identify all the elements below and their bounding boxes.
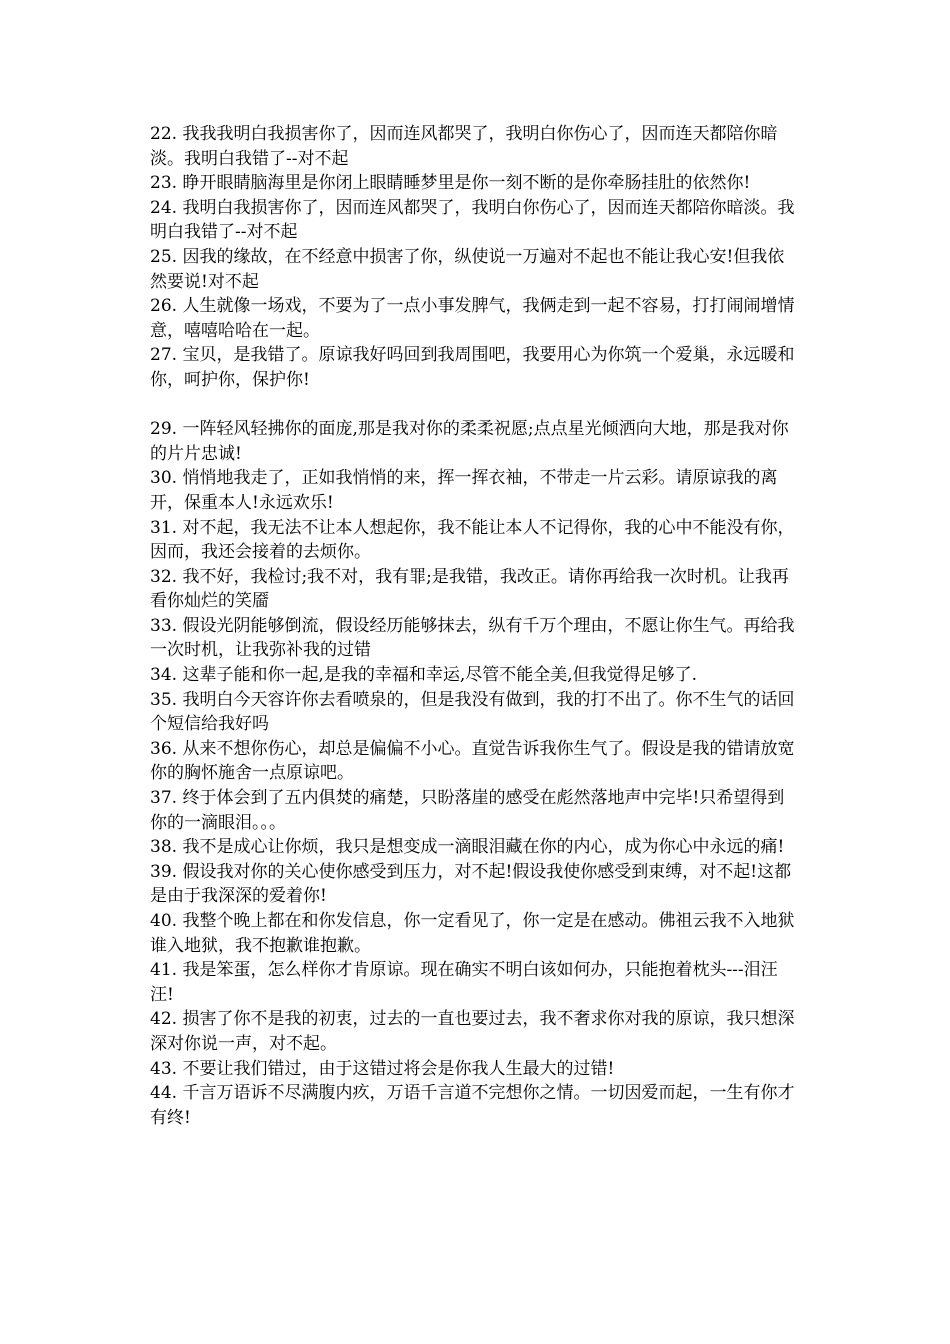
list-item: 42. 损害了你不是我的初衷，过去的一直也要过去，我不奢求你对我的原谅，我只想深深对你说一声，对不起。 <box>150 1009 795 1054</box>
document-page <box>150 122 800 1130</box>
list-item: 34. 这辈子能和你一起,是我的幸福和幸运,尽管不能全美,但我觉得足够了. <box>150 665 698 686</box>
list-item: 26. 人生就像一场戏，不要为了一点小事发脾气，我俩走到一起不容易，打打闹闹增情意，嘻嘻哈哈在一起。 <box>150 296 795 341</box>
list-item: 25. 因我的缘故，在不经意中损害了你，纵使说一万遍对不起也不能让我心安!但我依然要说!对不起 <box>150 246 785 292</box>
list-item: 31. 对不起，我无法不让本人想起你，我不能让本人不记得你，我的心中不能没有你，因而，我还会接着的去烦你。 <box>150 517 795 563</box>
list-item: 27. 宝贝，是我错了。原谅我好吗回到我周围吧，我要用心为你筑一个爱巢，永远暖和你，呵护你，保护你! <box>150 345 795 390</box>
list-item: 43. 不要让我们错过，由于这错过将会是你我人生最大的过错! <box>150 1058 615 1079</box>
list-item: 41. 我是笨蛋，怎么样你才肯原谅。现在确实不明白该如何办，只能抱着枕头---泪汪汪! <box>150 960 778 1005</box>
list-item: 44. 千言万语诉不尽满腹内疚，万语千言道不完想你之情。一切因爱而起，一生有你才有终! <box>150 1083 795 1128</box>
list-item: 22. 我我我明白我损害你了，因而连风都哭了，我明白你伤心了，因而连天都陪你暗淡。我明白我错了--对不起 <box>150 124 778 169</box>
list-item: 36. 从来不想你伤心，却总是偏偏不小心。直觉告诉我你生气了。假设是我的错请放宽你的胸怀施舍一点原谅吧。 <box>150 738 795 784</box>
list-item: 23. 睁开眼睛脑海里是你闭上眼睛睡梦里是你一刻不断的是你牵肠挂肚的依然你! <box>150 173 751 194</box>
list-item: 35. 我明白今天容许你去看喷泉的，但是我没有做到，我的打不出了。你不生气的话回个短信给我好吗 <box>150 689 795 735</box>
blank-line <box>150 393 800 418</box>
list-item: 33. 假设光阴能够倒流，假设经历能够抹去，纵有千万个理由，不愿让你生气。再给我一次时机，让我弥补我的过错 <box>150 615 795 661</box>
list-item: 40. 我整个晚上都在和你发信息，你一定看见了，你一定是在感动。佛祖云我不入地狱谁入地狱，我不抱歉谁抱歉。 <box>150 911 795 956</box>
list-item: 29. 一阵轻风轻拂你的面庞,那是我对你的柔柔祝愿;点点星光倾洒向大地，那是我对你的片片忠诚! <box>150 419 789 464</box>
list-item: 37. 终于体会到了五内俱焚的痛楚，只盼落崖的感受在彪然落地声中完毕!只希望得到你的一滴眼泪。。。 <box>150 788 785 833</box>
list-item: 38. 我不是成心让你烦，我只是想变成一滴眼泪藏在你的内心，成为你心中永远的痛! <box>150 837 785 858</box>
list-item: 32. 我不好，我检讨;我不对，我有罪;是我错，我改正。请你再给我一次时机。让我再看你灿烂的笑靥 <box>150 566 789 612</box>
list-item: 39. 假设我对你的关心使你感受到压力，对不起!假设我使你感受到束缚，对不起!这都是由于我深深的爱着你! <box>150 861 792 907</box>
list-item: 30. 悄悄地我走了，正如我悄悄的来，挥一挥衣袖，不带走一片云彩。请原谅我的离开，保重本人!永远欢乐! <box>150 468 778 513</box>
list-item: 24. 我明白我损害你了，因而连风都哭了，我明白你伤心了，因而连天都陪你暗淡。我明白我错了--对不起 <box>150 197 795 243</box>
